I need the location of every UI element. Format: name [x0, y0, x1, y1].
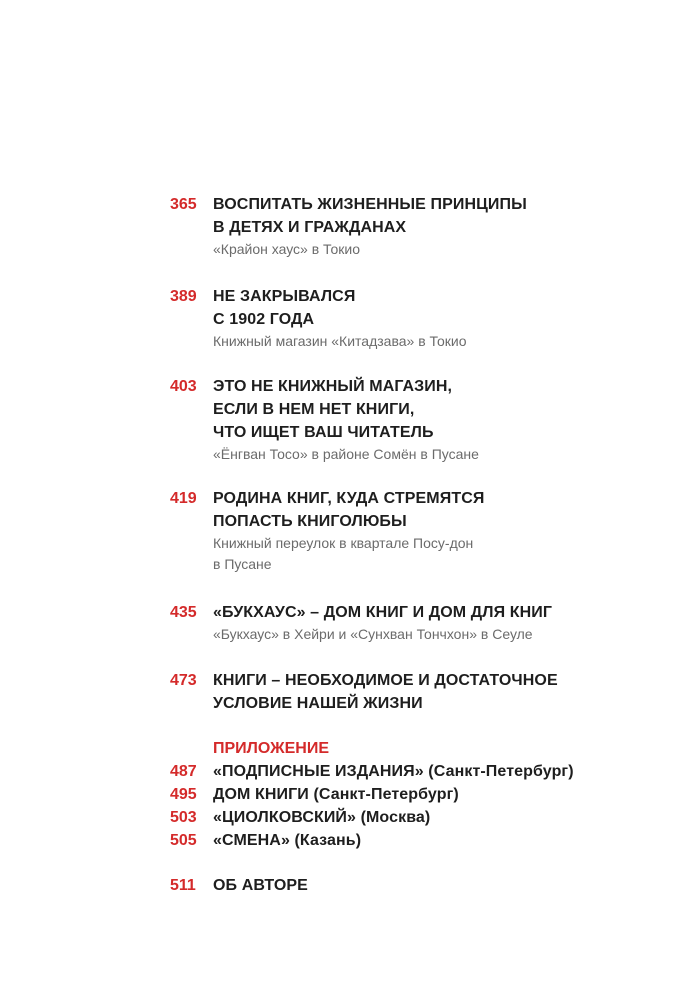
toc-title-line: РОДИНА КНИГ, КУДА СТРЕМЯТСЯ — [213, 490, 485, 507]
toc-title-line: ПОПАСТЬ КНИГОЛЮБЫ — [213, 513, 407, 530]
toc-page-number: 389 — [170, 288, 197, 305]
toc-entry — [170, 285, 670, 352]
toc-page-number: 487 — [170, 763, 197, 780]
toc-page-number: 403 — [170, 378, 197, 395]
toc-title-line: УСЛОВИЕ НАШЕЙ ЖИЗНИ — [213, 695, 423, 712]
toc-title-line: С 1902 ГОДА — [213, 311, 315, 328]
toc-subtitle-line: в Пусане — [213, 556, 272, 572]
toc-page-number: 473 — [170, 672, 197, 689]
appendix-heading: ПРИЛОЖЕНИЕ — [213, 740, 329, 757]
appendix-item — [170, 783, 670, 806]
appendix-title: ДОМ КНИГИ (Санкт-Петербург) — [213, 786, 459, 803]
toc-page-number: 511 — [170, 877, 196, 894]
toc-page-number: 419 — [170, 490, 197, 507]
toc-page-number: 503 — [170, 809, 197, 826]
toc-entry — [170, 669, 670, 715]
toc-subtitle-line: «Ёнгван Тосо» в районе Сомён в Пусане — [213, 446, 479, 462]
toc-page-number: 495 — [170, 786, 197, 803]
toc-title-line: «БУКХАУС» – ДОМ КНИГ И ДОМ ДЛЯ КНИГ — [213, 604, 553, 621]
toc-title-line: В ДЕТЯХ И ГРАЖДАНАХ — [213, 219, 407, 236]
toc-title-line: ВОСПИТАТЬ ЖИЗНЕННЫЕ ПРИНЦИПЫ — [213, 196, 527, 213]
toc-entry — [170, 375, 670, 465]
toc-page-number: 505 — [170, 832, 197, 849]
appendix-title: «СМЕНА» (Казань) — [213, 832, 362, 849]
toc-title-line: ЭТО НЕ КНИЖНЫЙ МАГАЗИН, — [213, 378, 453, 395]
toc-page-number: 365 — [170, 196, 197, 213]
about-title: ОБ АВТОРЕ — [213, 877, 308, 894]
toc-title-line: КНИГИ – НЕОБХОДИМОЕ И ДОСТАТОЧНОЕ — [213, 672, 558, 689]
appendix-title: «ЦИОЛКОВСКИЙ» (Москва) — [213, 809, 431, 826]
toc-entry-about — [170, 874, 670, 897]
toc-entry — [170, 487, 670, 575]
toc-entry — [170, 193, 670, 260]
toc-title-line: ЧТО ИЩЕТ ВАШ ЧИТАТЕЛЬ — [213, 424, 434, 441]
toc-title-line: НЕ ЗАКРЫВАЛСЯ — [213, 288, 356, 305]
toc-page-number: 435 — [170, 604, 197, 621]
toc-subtitle-line: Книжный переулок в квартале Посу-дон — [213, 535, 474, 551]
toc-entry — [170, 601, 670, 645]
appendix-item — [170, 806, 670, 829]
toc-title-line: ЕСЛИ В НЕМ НЕТ КНИГИ, — [213, 401, 415, 418]
toc-subtitle-line: «Крайон хаус» в Токио — [213, 241, 361, 257]
appendix-title: «ПОДПИСНЫЕ ИЗДАНИЯ» (Санкт-Петербург) — [213, 763, 574, 780]
appendix-item — [170, 760, 670, 783]
toc-subtitle-line: «Букхаус» в Хейри и «Сунхван Тончхон» в Сеуле — [213, 626, 533, 642]
appendix-item — [170, 829, 670, 852]
toc-subtitle-line: Книжный магазин «Китадзава» в Токио — [213, 333, 467, 349]
